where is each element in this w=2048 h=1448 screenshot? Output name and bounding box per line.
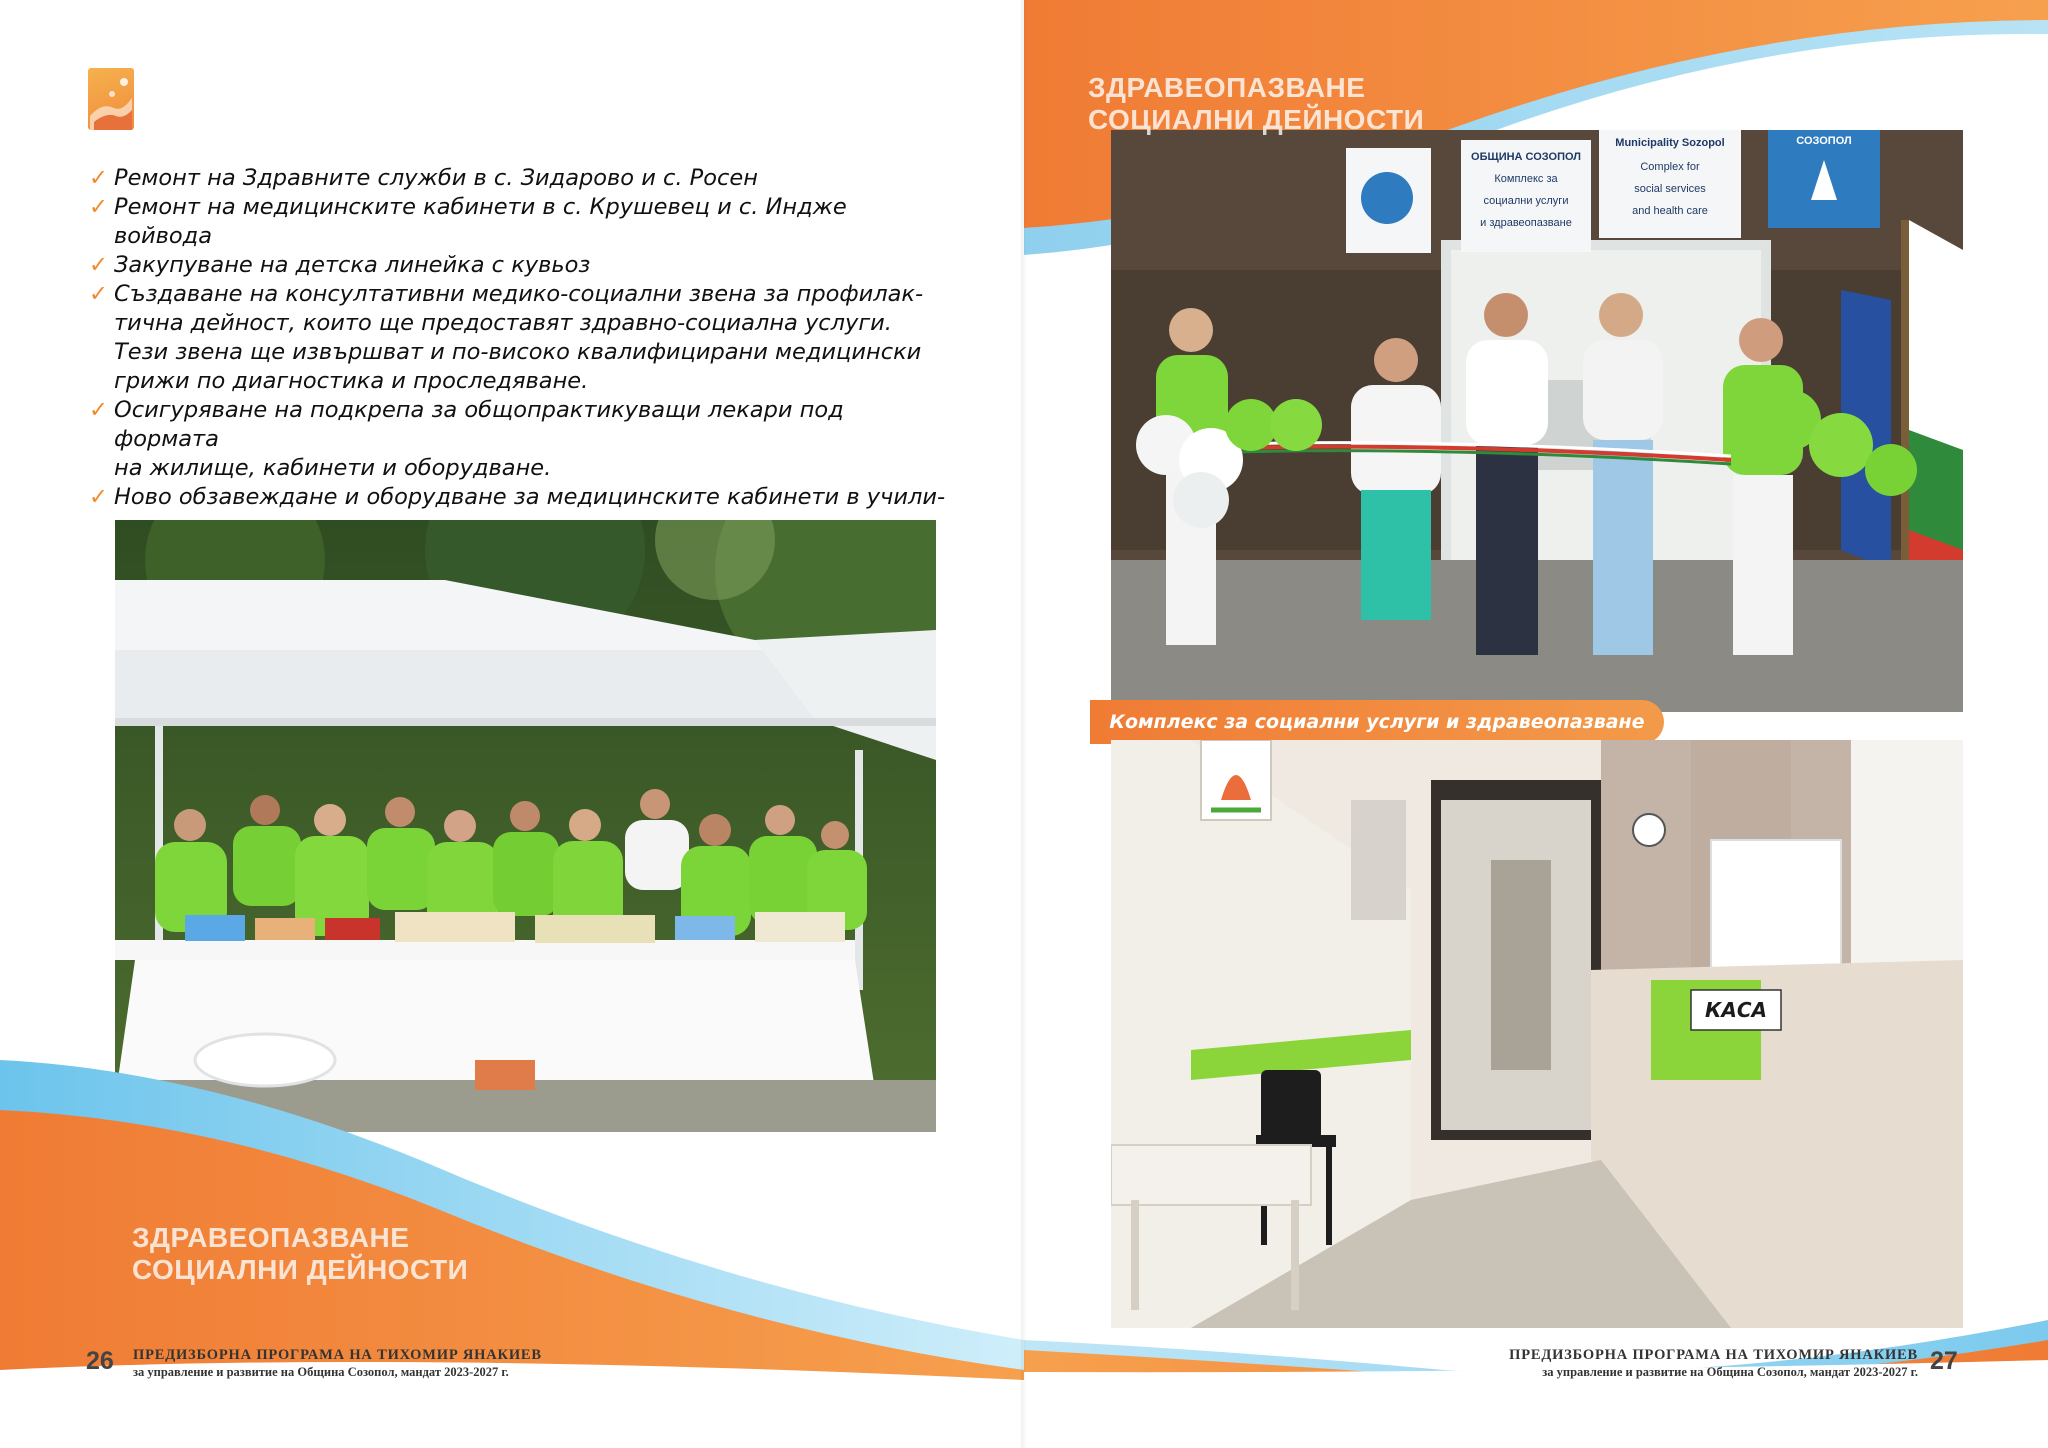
bullet-item: ✓ Създаване на консултативни медико-социални звена за профилак- тична дейност, които ще предоставят здравно-социална услуги. Тези звена ще извършват и по-високо квалифицирани медицински грижи по диагностика и проследяване.: [89, 281, 924, 394]
right-section-title: [1088, 72, 1424, 136]
right-bottom-wave: [1024, 1200, 2048, 1448]
section-title-line2: СОЦИАЛНИ ДЕЙНОСТИ: [132, 1254, 469, 1285]
bullet-item: ✓ Ново обзавеждане и оборудване за медицинските кабинети в учили-: [89, 484, 946, 510]
page-gutter: [1021, 0, 1027, 1448]
bullet-item: ✓ Ремонт на медицинските кабинети в с. Крушевец и с. Индже войвода: [89, 194, 847, 249]
sign-en-line2: Complex for: [1640, 161, 1700, 173]
check-mark-icon: ✓: [89, 397, 108, 423]
sign-bg-line1: ОБЩИНА СОЗОПОЛ: [1471, 151, 1581, 163]
bullet-item: ✓ Закупуване на детска линейка с кувьоз: [89, 252, 591, 278]
right-footer-text: [1509, 1347, 1918, 1380]
section-title-line1: ЗДРАВЕОПАЗВАНЕ: [132, 1222, 410, 1253]
footer-line2: за управление и развитие на Община Созопол, мандат 2023-2027 г.: [1542, 1365, 1918, 1379]
check-mark-icon: ✓: [89, 194, 108, 220]
sign-en-line1: Municipality Sozopol: [1615, 137, 1725, 149]
photo-caption: Комплекс за социални услуги и здравеопазване: [1090, 700, 1664, 744]
sign-en-line4: and health care: [1632, 205, 1708, 217]
check-mark-icon: ✓: [89, 252, 108, 278]
footer-line1: ПРЕДИЗБОРНА ПРОГРАМА НА ТИХОМИР ЯНАКИЕВ: [1509, 1347, 1918, 1363]
section-title-line1: ЗДРАВЕОПАЗВАНЕ: [1088, 72, 1366, 103]
opening-ceremony-photo: [1111, 130, 1963, 712]
footer-line1: ПРЕДИЗБОРНА ПРОГРАМА НА ТИХОМИР ЯНАКИЕВ: [133, 1347, 542, 1363]
sign-bg-line4: и здравеопазване: [1480, 217, 1572, 229]
program-bullet-list: [88, 164, 948, 541]
check-mark-icon: ✓: [89, 484, 108, 510]
brand-logo-icon: [88, 68, 134, 130]
emblem-text: СОЗОПОЛ: [1796, 135, 1852, 147]
sign-en-line3: social services: [1634, 183, 1706, 195]
sign-bg-line2: Комплекс за: [1494, 173, 1558, 185]
left-section-title: [132, 1222, 468, 1286]
desk-sign-text: КАСА: [1705, 998, 1767, 1022]
check-mark-icon: ✓: [89, 165, 108, 191]
section-title-line2: СОЦИАЛНИ ДЕЙНОСТИ: [1088, 104, 1425, 135]
right-page-number: 27: [1930, 1347, 1958, 1375]
footer-line2: за управление и развитие на Община Созопол, мандат 2023-2027 г.: [133, 1365, 509, 1379]
bullet-item: ✓ Ремонт на Здравните служби в с. Зидарово и с. Росен: [89, 165, 758, 191]
sign-bg-line3: социални услуги: [1483, 195, 1569, 207]
left-footer-text: [133, 1347, 542, 1380]
left-page-number: 26: [86, 1347, 114, 1375]
check-mark-icon: ✓: [89, 281, 108, 307]
bullet-item: ✓ Осигуряване на подкрепа за общопрактикуващи лекари под формата на жилище, кабинети и оборудване.: [89, 397, 844, 481]
